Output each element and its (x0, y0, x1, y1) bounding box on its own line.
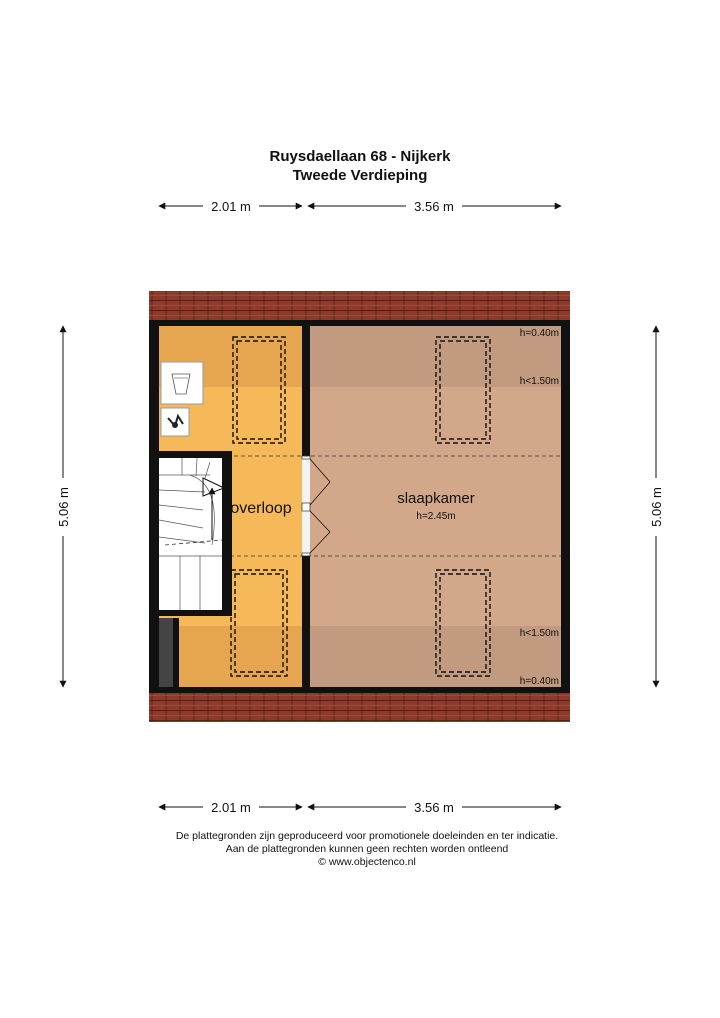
disclaimer-line-1: De plattegronden zijn geproduceerd voor promotionele doeleinden en ter indicatie. (175, 830, 559, 842)
overloop-label: overloop (230, 500, 292, 517)
height-top-eave: h=0.40m (519, 328, 559, 339)
height-bottom-line: h<1.50m (519, 628, 559, 639)
dim-bottom-right: 3.56 m (414, 800, 454, 815)
dim-top-left: 2.01 m (211, 199, 251, 214)
water-heater (161, 408, 189, 436)
slaapkamer-height: h=2.45m (416, 511, 456, 522)
height-bottom-eave: h=0.40m (519, 676, 559, 687)
dim-bottom-left: 2.01 m (211, 800, 251, 815)
staircase (152, 451, 232, 616)
plan-title-floor: Tweede Verdieping (292, 167, 428, 184)
disclaimer-line-2: Aan de plattegronden kunnen geen rechten worden ontleend (225, 843, 509, 855)
boiler-unit (161, 362, 203, 404)
dim-top-right: 3.56 m (414, 199, 454, 214)
height-top-line: h<1.50m (519, 376, 559, 387)
slaapkamer-label: slaapkamer (397, 490, 475, 507)
roof-tiles-top (149, 291, 570, 320)
plan-title-address: Ruysdaellaan 68 - Nijkerk (269, 148, 451, 165)
dim-right: 5.06 m (649, 487, 664, 527)
disclaimer-line-3: © www.objectenco.nl (318, 856, 416, 868)
dim-left: 5.06 m (56, 487, 71, 527)
roof-tiles-bottom (149, 693, 570, 722)
disclaimer (0, 830, 720, 869)
shaft (159, 618, 173, 687)
